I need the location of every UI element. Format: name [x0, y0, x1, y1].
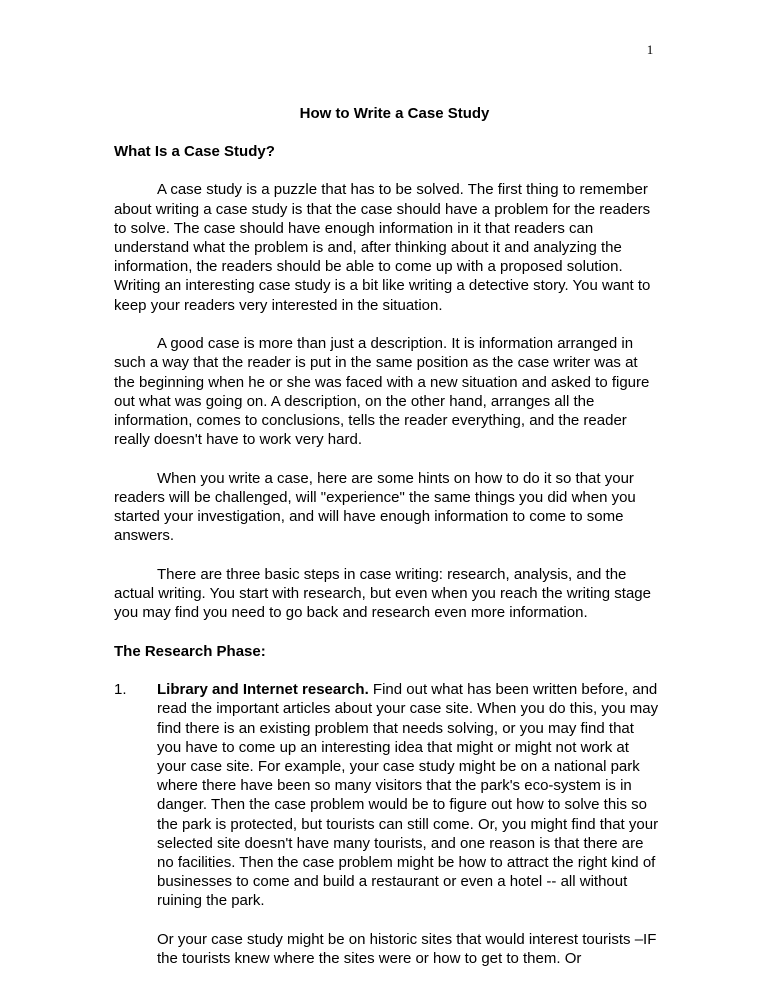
paragraph: When you write a case, here are some hints on how to do it so that your readers will be challenged, will "experience" the same things you did when you started your investigation, and will have enough information to come to some answers.	[114, 469, 636, 545]
paragraph: A good case is more than just a description. It is information arranged in such a way that the reader is put in the same position as the case writer was at the beginning when he or she was faced with a new situation and asked to figure out what was going on. A description, on the other hand, arranges all the information, comes to conclusions, tells the reader everything, and the reader really doesn't have to work very hard.	[114, 335, 650, 449]
document-title: How to Write a Case Study	[299, 105, 490, 122]
list-item-number: 1.	[114, 681, 127, 699]
page-number: 1	[646, 42, 654, 57]
list-item-lead: Library and Internet research.	[157, 681, 369, 699]
paragraph-continuation: Or your case study might be on historic sites that would interest tourists –IF the tourists knew where the sites were or how to get to them. Or	[157, 931, 657, 968]
list-item	[114, 680, 659, 910]
paragraph: A case study is a puzzle that has to be solved. The first thing to remember about writing a case study is that the case should have a problem for the readers to solve. The case should have enough information in it that readers can understand what the problem is and, after thinking about it and analyzing the information, the readers should be able to come up with a proposed solution. Writing an interesting case study is a bit like writing a detective story. You want to keep your readers very interested in the situation.	[114, 181, 651, 314]
section-heading-what-is-case-study: What Is a Case Study?	[114, 143, 275, 161]
list-item-body	[157, 680, 659, 910]
section-heading-research-phase: The Research Phase:	[114, 643, 266, 661]
paragraph: There are three basic steps in case writing: research, analysis, and the actual writing. You start with research, but even when you reach the writing stage you may find you need to go back and research even more information.	[114, 566, 651, 622]
list-item-text: Find out what has been written before, and read the important articles about your case site. When you do this, you may find there is an existing problem that needs solving, or you may find that you have to come up an interesting idea that might or might not work at your case site. For example, your case study might be on a national park where there have been so many visitors that the park's eco-system is in danger. Then the case problem would be to figure out how to solve this so the park is protected, but tourists can still come. Or, you might find that your selected site doesn't have many tourists, and one reason is that there are no facilities. Then the case problem might be how to attract the right kind of businesses to come and build a restaurant or even a hotel -- all without ruining the park.	[157, 681, 659, 910]
document-body	[114, 104, 659, 968]
